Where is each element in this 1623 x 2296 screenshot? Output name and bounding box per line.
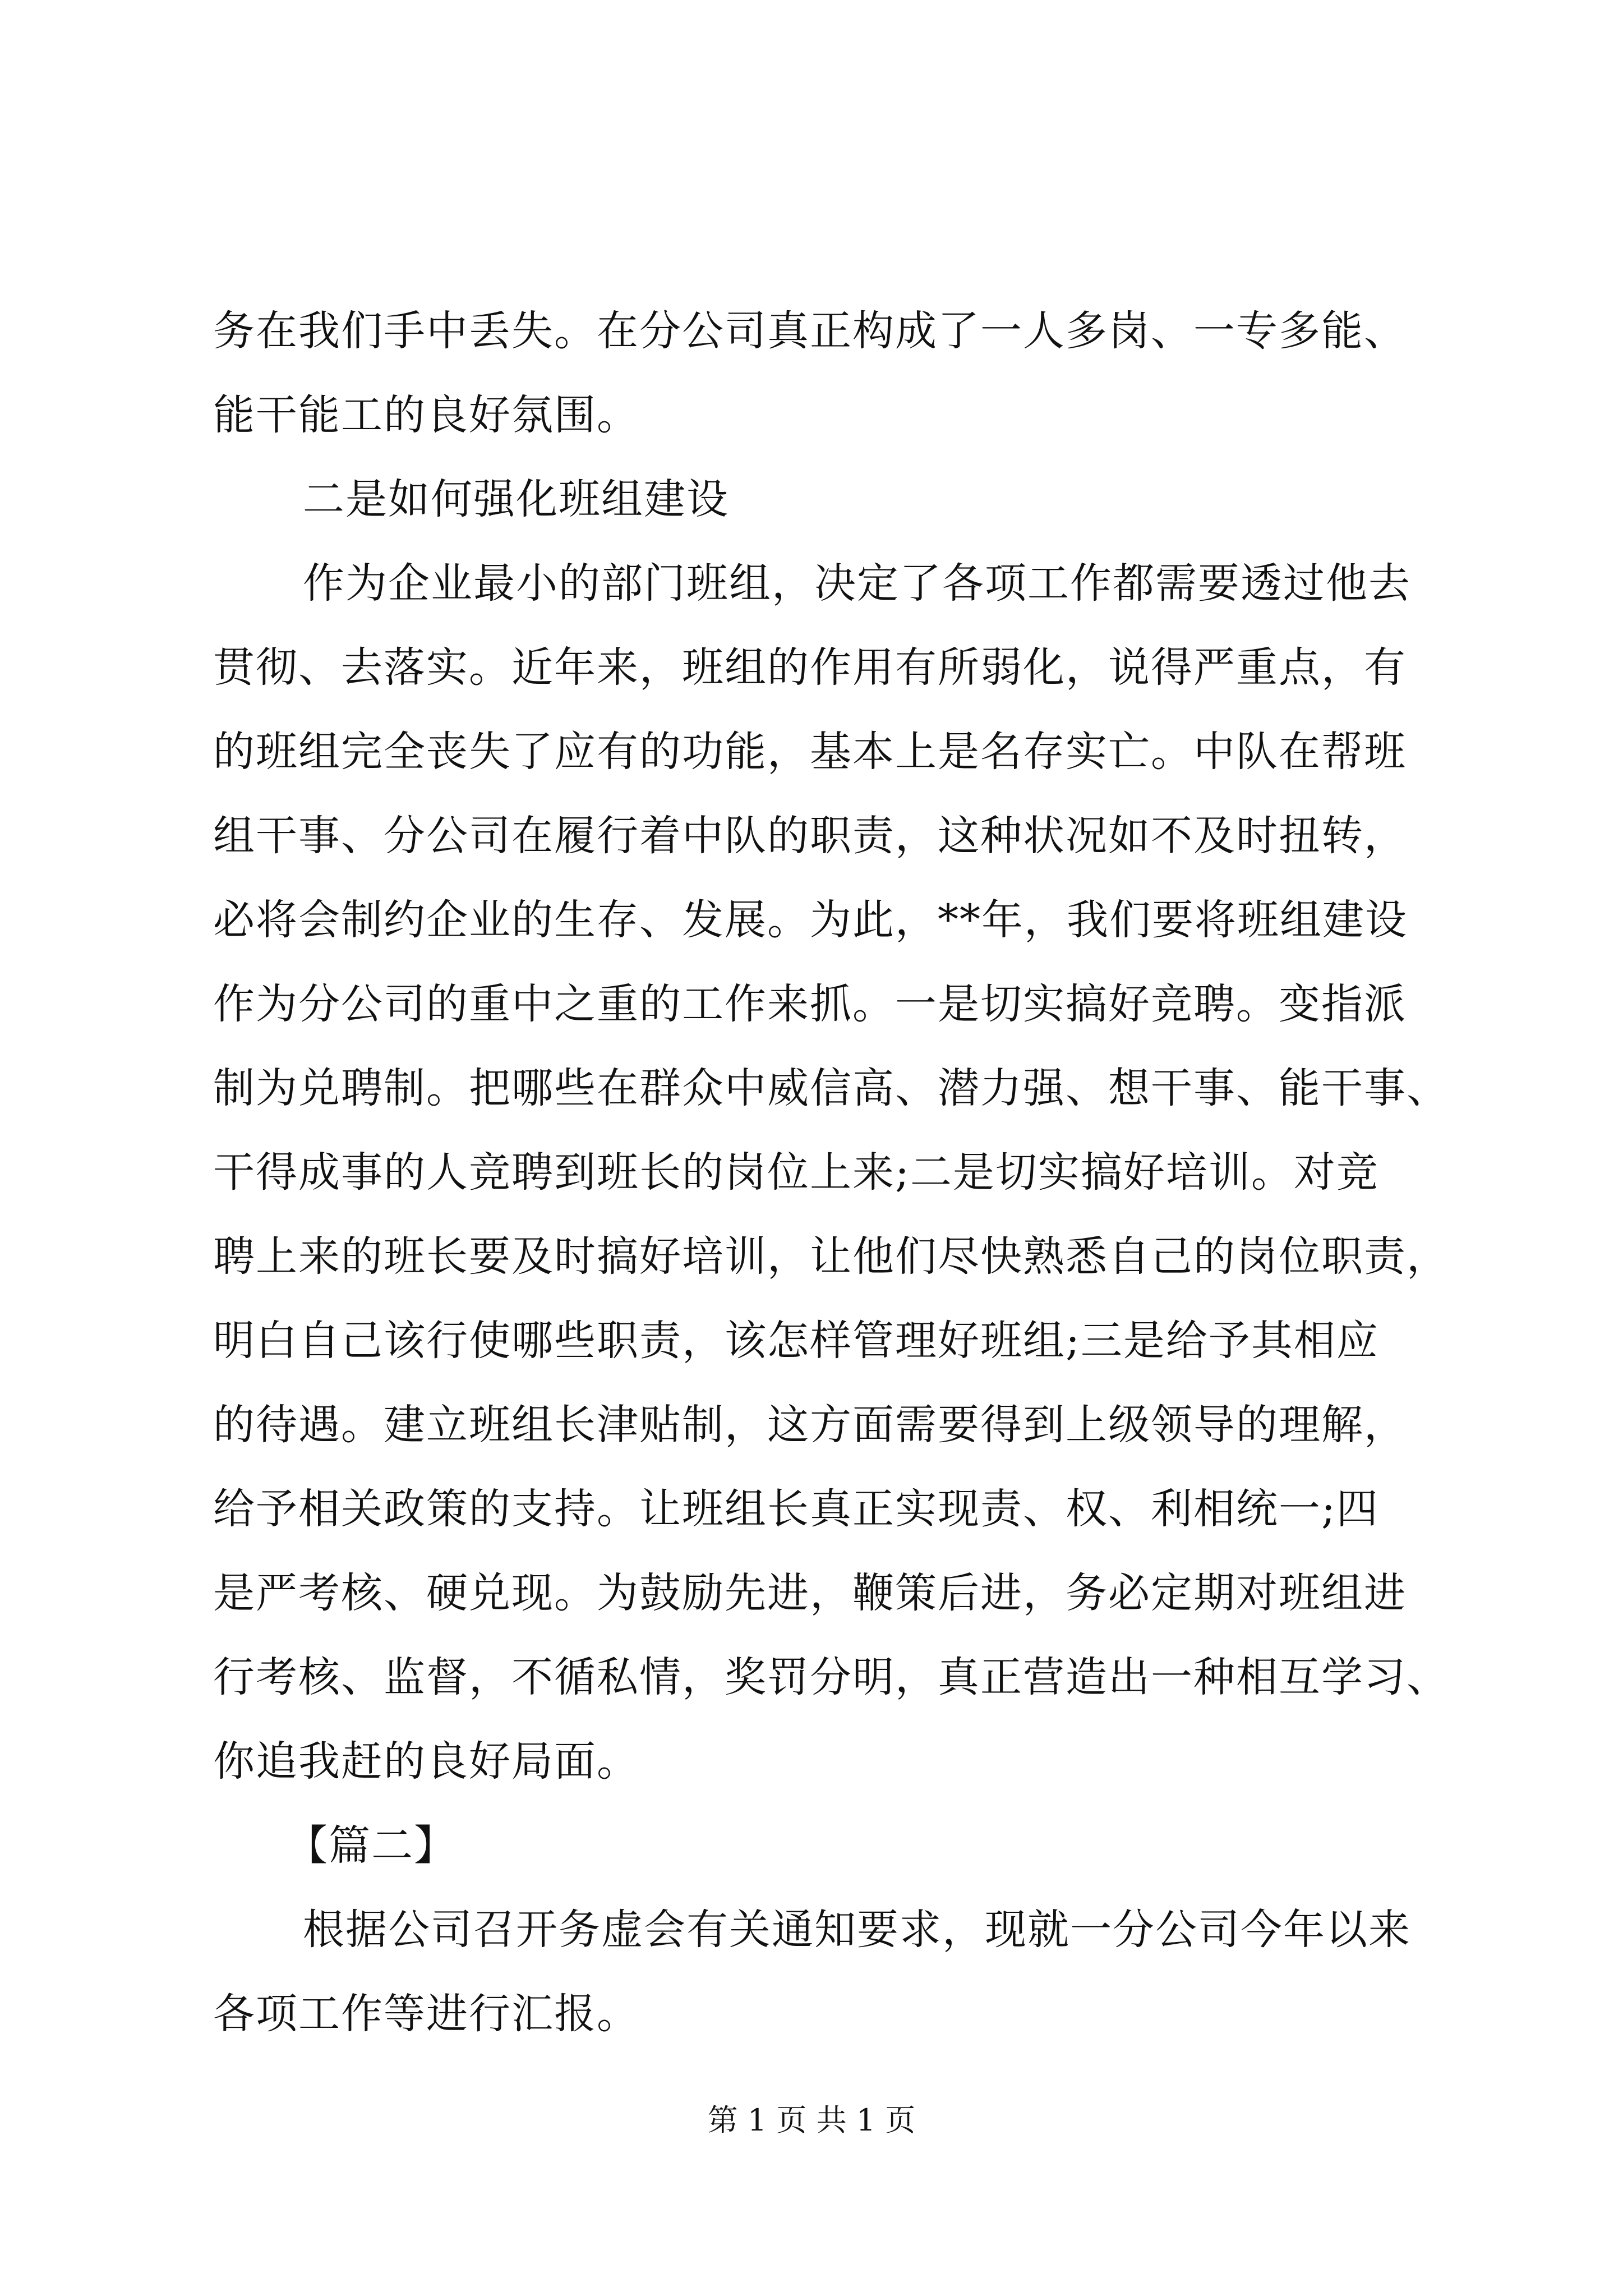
body-text-line: 作为企业最小的部门班组，决定了各项工作都需要透过他去: [303, 559, 1411, 608]
body-text-line: 各项工作等进行汇报。: [213, 1990, 639, 2038]
body-text-line: 的班组完全丧失了应有的功能，基本上是名存实亡。中队在帮班: [213, 728, 1407, 776]
body-text-line: 组干事、分公司在履行着中队的职责，这种状况如不及时扭转，: [213, 812, 1407, 860]
body-text-line: 干得成事的人竞聘到班长的岗位上来;二是切实搞好培训。对竞: [213, 1148, 1379, 1197]
section-heading: 二是如何强化班组建设: [303, 475, 729, 523]
body-text-line: 行考核、监督，不循私情，奖罚分明，真正营造出一种相互学习、: [213, 1653, 1449, 1701]
body-text-line: 根据公司召开务虚会有关通知要求，现就一分公司今年以来: [303, 1906, 1411, 1954]
body-text-line: 的待遇。建立班组长津贴制，这方面需要得到上级领导的理解，: [213, 1401, 1407, 1449]
body-text-line: 明白自己该行使哪些职责，该怎样管理好班组;三是给予其相应: [213, 1317, 1379, 1365]
body-text-line: 贯彻、去落实。近年来，班组的作用有所弱化，说得严重点，有: [213, 643, 1407, 692]
body-text-line: 给予相关政策的支持。让班组长真正实现责、权、利相统一;四: [213, 1485, 1379, 1533]
body-text-line: 制为兑聘制。把哪些在群众中威信高、潜力强、想干事、能干事、: [213, 1064, 1449, 1112]
body-text-line: 必将会制约企业的生存、发展。为此，**年，我们要将班组建设: [213, 896, 1408, 944]
body-text-line: 务在我们手中丢失。在分公司真正构成了一人多岗、一专多能、: [213, 307, 1407, 355]
body-text-line: 聘上来的班长要及时搞好培训，让他们尽快熟悉自己的岗位职责，: [213, 1232, 1449, 1281]
page-number-footer: 第 1 页 共 1 页: [707, 2102, 916, 2138]
body-text-line: 能干能工的良好氛围。: [213, 391, 639, 439]
body-text-line: 你追我赶的良好局面。: [213, 1737, 639, 1786]
body-text-line: 作为分公司的重中之重的工作来抓。一是切实搞好竞聘。变指派: [213, 980, 1407, 1028]
part-heading: 【篇二】: [286, 1821, 457, 1870]
body-text-line: 是严考核、硬兑现。为鼓励先进，鞭策后进，务必定期对班组进: [213, 1569, 1407, 1617]
